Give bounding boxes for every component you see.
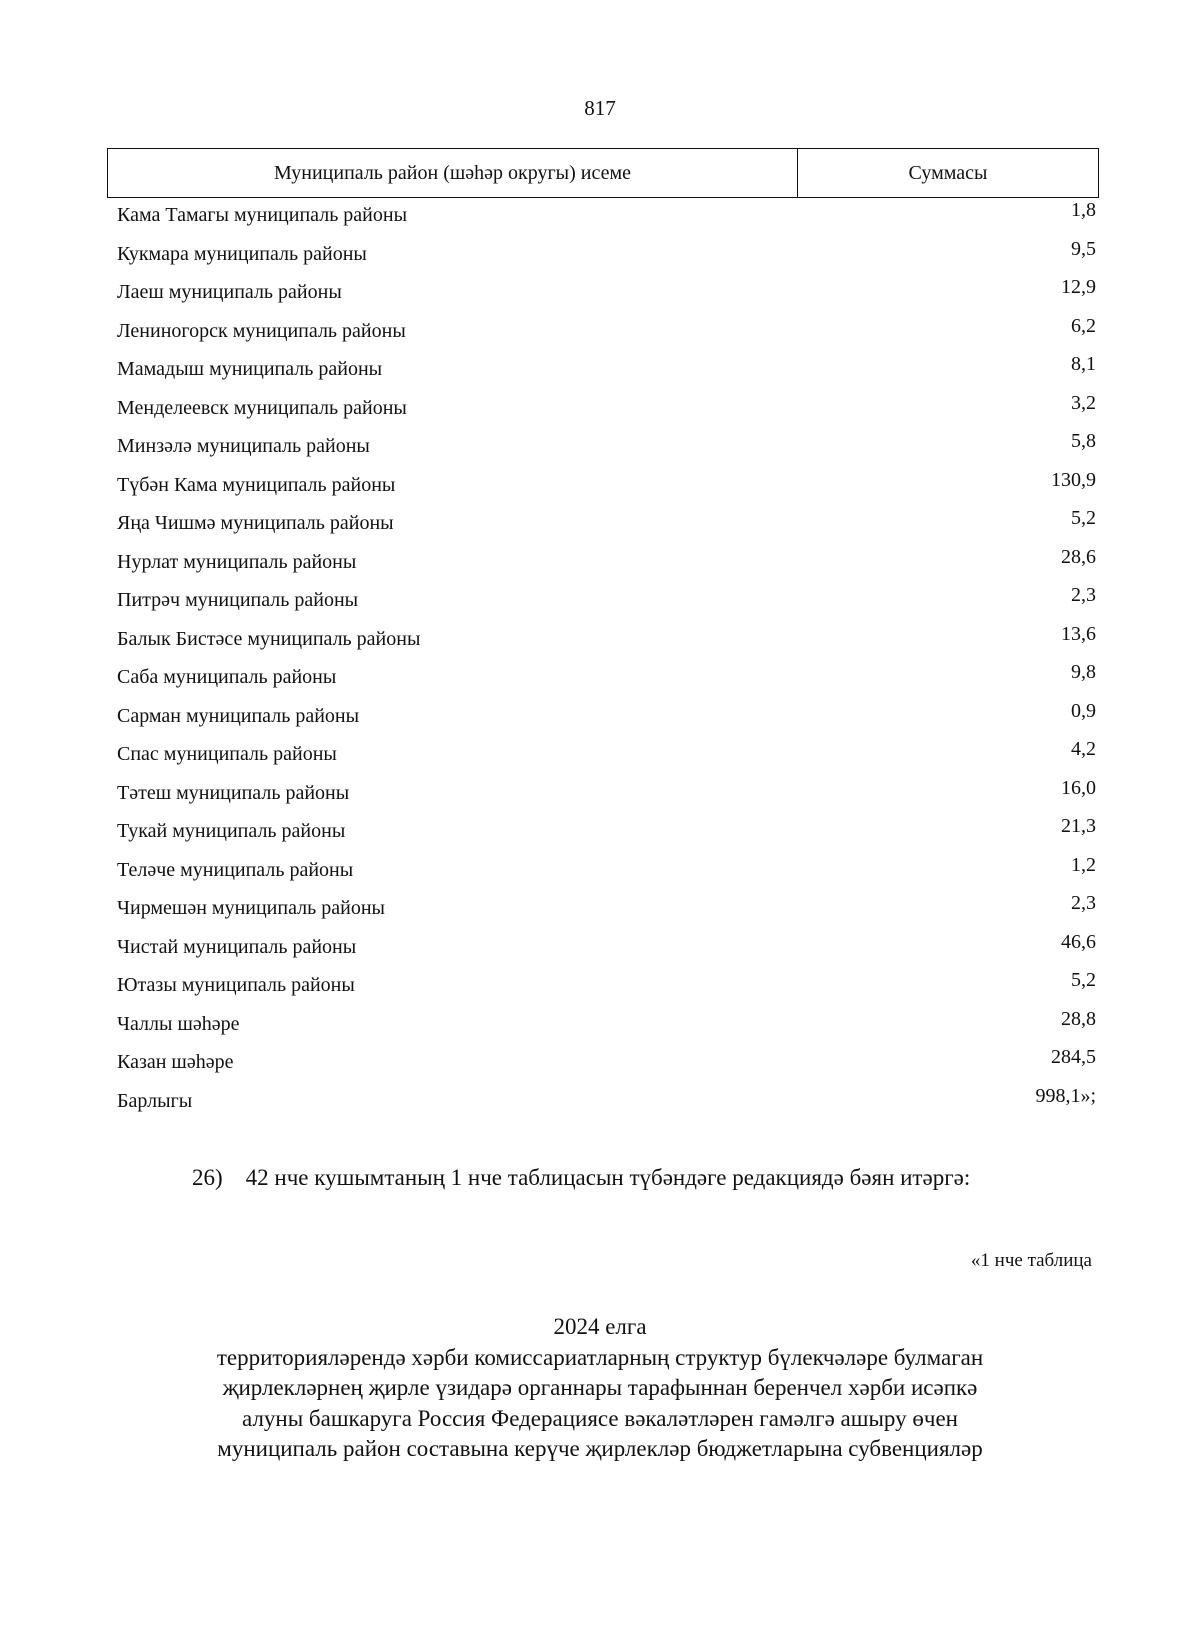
table-row: [117, 622, 1096, 661]
row-value: 2,3: [1071, 584, 1096, 606]
table-row: [117, 429, 1096, 468]
table-row: [117, 968, 1096, 1007]
row-value: 9,8: [1071, 661, 1096, 683]
title-line: муниципаль район составына керүче җирлекләр бюджетларына субвенцияләр: [217, 1436, 983, 1461]
row-value: 1,8: [1071, 199, 1096, 221]
table-row: [117, 275, 1096, 314]
row-name: Саба муниципаль районы: [117, 666, 337, 688]
row-value: 8,1: [1071, 353, 1096, 375]
row-name: Казан шәһәре: [117, 1051, 234, 1073]
row-value: 28,8: [1061, 1007, 1096, 1030]
title-line: территорияләрендә хәрби комиссариатларның структур бүлекчәләре булмаган: [216, 1344, 984, 1370]
row-name: Чистай муниципаль районы: [117, 935, 357, 958]
paragraph-26: [117, 1160, 1096, 1196]
row-value: 6,2: [1071, 314, 1096, 337]
title-line: 2024 елга: [553, 1314, 647, 1339]
row-name: Кама Тамагы муниципаль районы: [117, 204, 408, 226]
table-row: [117, 776, 1096, 815]
table-row: [117, 853, 1096, 892]
section-title: [0, 1312, 1200, 1465]
row-name: Чирмешән муниципаль районы: [117, 897, 385, 919]
table-row: [117, 545, 1096, 584]
row-name: Сарман муниципаль районы: [117, 704, 360, 727]
row-value: 21,3: [1061, 815, 1096, 837]
row-name: Минзәлә муниципаль районы: [117, 435, 370, 457]
row-name: Нурлат муниципаль районы: [117, 550, 357, 573]
row-name: Теләче муниципаль районы: [117, 858, 354, 881]
row-value: 12,9: [1061, 276, 1096, 298]
table-row: [117, 1045, 1096, 1084]
row-name: Лениногорск муниципаль районы: [117, 319, 406, 342]
row-name: Тукай муниципаль районы: [117, 820, 346, 842]
row-value: 998,1»;: [1035, 1084, 1096, 1107]
table-row: [117, 506, 1096, 545]
row-name: Спас муниципаль районы: [117, 743, 337, 765]
row-name: Яңа Чишмә муниципаль районы: [117, 512, 394, 534]
table-row: [117, 468, 1096, 507]
paragraph-number: 26): [192, 1165, 223, 1190]
table-row: [117, 314, 1096, 353]
row-name: Барлыгы: [117, 1089, 193, 1112]
row-value: 28,6: [1061, 545, 1096, 568]
row-value: 9,5: [1071, 237, 1096, 260]
row-value: 130,9: [1051, 468, 1096, 491]
row-name: Түбән Кама муниципаль районы: [117, 473, 396, 496]
row-value: 13,6: [1061, 622, 1096, 645]
table-row: [117, 737, 1096, 776]
row-value: 5,2: [1071, 507, 1096, 529]
paragraph-text: 42 нче кушымтаның 1 нче таблицасын түбәндәге редакциядә бәян итәргә:: [245, 1165, 971, 1190]
row-name: Менделеевск муниципаль районы: [117, 396, 407, 419]
table-row: [117, 198, 1096, 237]
table-row: [117, 891, 1096, 930]
row-value: 5,2: [1071, 969, 1096, 991]
table-row: [117, 814, 1096, 853]
table-reference: «1 нче таблица: [970, 1250, 1092, 1271]
row-value: 3,2: [1071, 391, 1096, 414]
row-name: Тәтеш муниципаль районы: [117, 781, 350, 804]
table-row: [117, 237, 1096, 276]
row-value: 16,0: [1061, 776, 1096, 799]
table-row: [117, 583, 1096, 622]
page-number: 817: [584, 96, 616, 120]
row-value: 4,2: [1071, 738, 1096, 760]
header-sum-column: Суммасы: [908, 161, 988, 184]
row-value: 2,3: [1071, 892, 1096, 914]
row-name: Кукмара муниципаль районы: [117, 242, 367, 265]
table-row: [117, 930, 1096, 969]
table-row: [117, 660, 1096, 699]
table-row: [117, 699, 1096, 738]
table-row: [117, 1007, 1096, 1046]
row-value: 46,6: [1061, 930, 1096, 953]
row-value: 1,2: [1071, 853, 1096, 876]
row-name: Лаеш муниципаль районы: [117, 281, 342, 303]
table-row: [117, 352, 1096, 391]
row-name: Балык Бистәсе муниципаль районы: [117, 627, 421, 650]
row-name: Ютазы муниципаль районы: [117, 974, 355, 996]
title-line: алуны башкаруга Россия Федерациясе вәкаләтләрен гамәлгә ашыру өчен: [242, 1405, 958, 1431]
row-value: 284,5: [1051, 1046, 1096, 1068]
row-name: Мамадыш муниципаль районы: [117, 358, 383, 380]
row-name: Питрәч муниципаль районы: [117, 589, 359, 611]
table-row: [117, 391, 1096, 430]
table-body: [117, 198, 1096, 1122]
header-name-column: Муниципаль район (шәһәр округы) исеме: [108, 149, 798, 197]
row-name: Чаллы шәһәре: [117, 1012, 240, 1035]
table-header: [107, 148, 1099, 198]
row-value: 5,8: [1071, 430, 1096, 452]
table-row: [117, 1084, 1096, 1123]
row-value: 0,9: [1071, 699, 1096, 722]
title-line: җирлекләрнең җирле үзидарә органнары тарафыннан беренчел хәрби исәпкә: [222, 1375, 978, 1400]
